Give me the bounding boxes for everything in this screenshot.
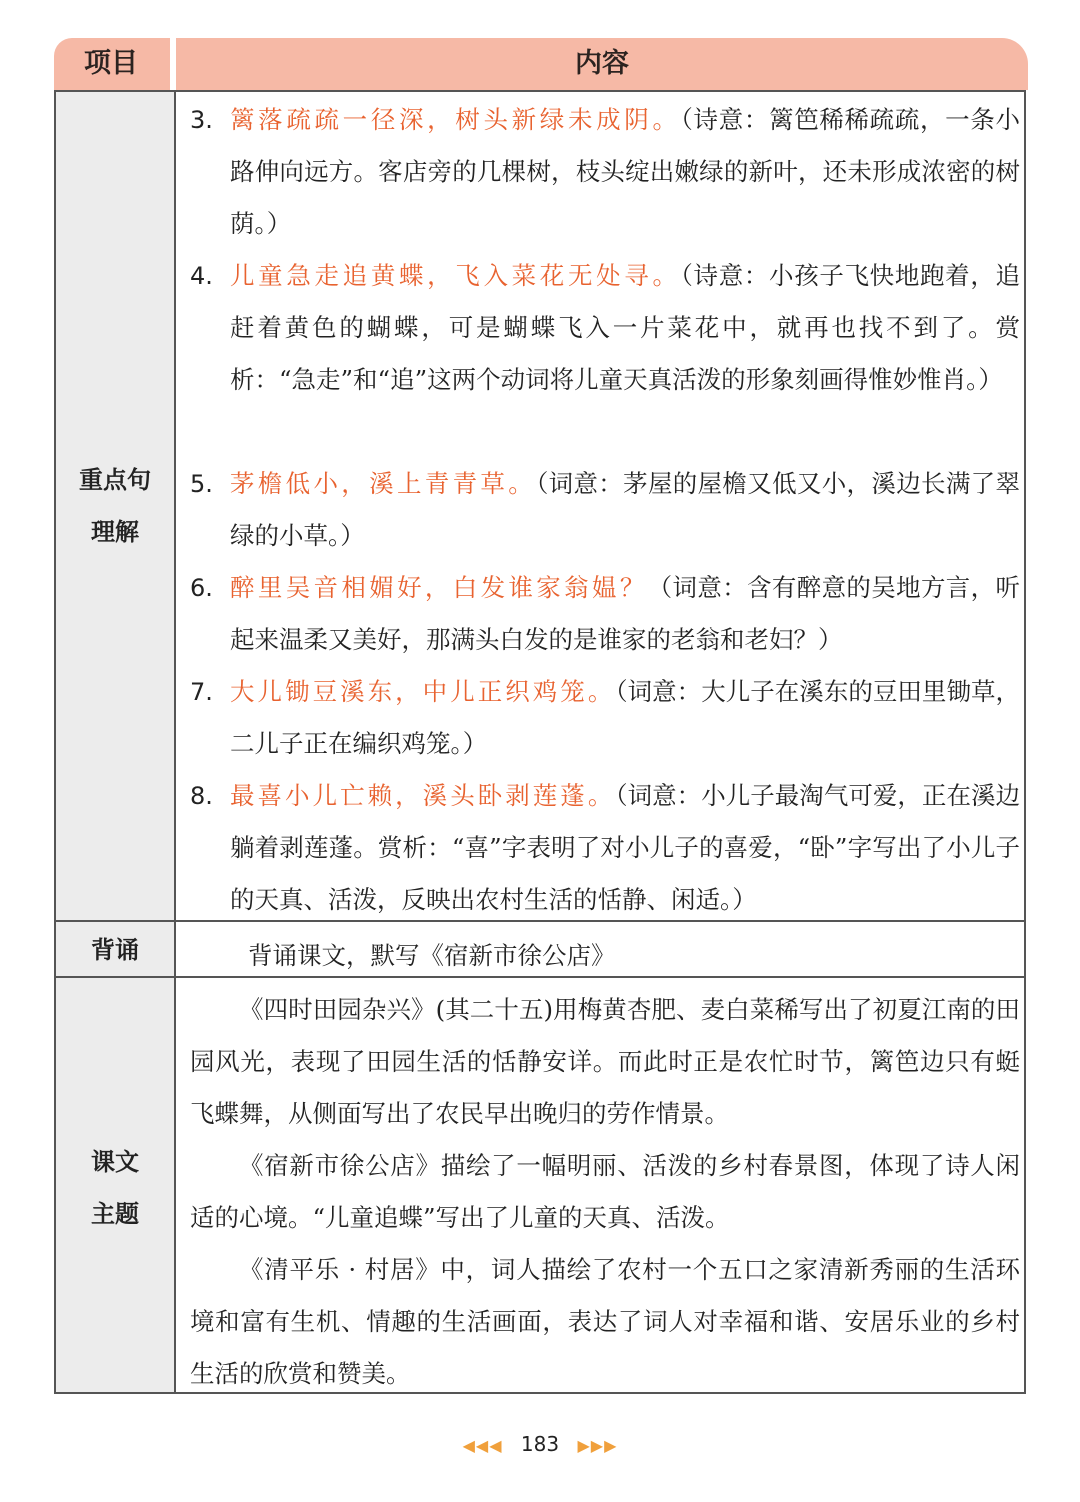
item-text: [230, 562, 1020, 666]
poem-line: 醉里吴音相媚好，白发谁家翁媪？: [230, 573, 648, 602]
page-footer: [0, 1432, 1080, 1456]
item-number: 6.: [190, 574, 213, 602]
theme-paragraph: 《宿新市徐公店》描绘了一幅明丽、活泼的乡村春景图，体现了诗人闲适的心境。“儿童追蝶”写出了儿童的天真、活泼。: [190, 1151, 1020, 1232]
next-arrows-icon: ▶▶▶: [577, 1436, 618, 1455]
item-number: 5.: [190, 470, 213, 498]
row-label-recite: 背诵: [91, 936, 139, 964]
item-text: [230, 94, 1020, 250]
poem-line: 茅檐低小，溪上青青草。: [230, 469, 537, 498]
page-number: 183: [520, 1432, 560, 1456]
poem-note: （词意：大儿子在溪东的豆田里锄草，二儿子正在编织鸡笼。）: [230, 677, 1021, 758]
header-col-item: [54, 38, 170, 90]
row-label-key-sentences-1: 重点句: [79, 466, 151, 494]
item-text: [230, 250, 1020, 406]
poem-line: 大儿锄豆溪东，中儿正织鸡笼。: [230, 677, 616, 706]
poem-note: （词意：小儿子最淘气可爱，正在溪边躺着剥莲蓬。赏析：“喜”字表明了对小儿子的喜爱，“卧”字写出了小儿子的天真、活泼，反映出农村生活的恬静、闲适。）: [230, 781, 1021, 914]
poem-note: （词意：含有醉意的吴地方言，听起来温柔又美好，那满头白发的是谁家的老翁和老妇？）: [230, 573, 1020, 654]
item-text: [230, 458, 1020, 562]
prev-arrows-icon: ◀◀◀: [462, 1436, 503, 1455]
theme-paragraph: 《四时田园杂兴》(其二十五)用梅黄杏肥、麦白菜稀写出了初夏江南的田园风光，表现了田园生活的恬静安详。而此时正是农忙时节，篱笆边只有蜓飞蝶舞，从侧面写出了农民早出晚归的劳作情景。: [190, 995, 1020, 1128]
item-number: 4.: [190, 262, 213, 290]
row-label-theme-2: 主题: [91, 1200, 139, 1228]
poem-note: （诗意：篱笆稀稀疏疏，一条小路伸向远方。客店旁的几棵树，枝头绽出嫩绿的新叶，还未形成浓密的树荫。）: [230, 105, 1021, 238]
item-number: 7.: [190, 678, 213, 706]
item-text: [230, 666, 1020, 770]
header-col-content: [176, 38, 1028, 90]
item-text: [230, 770, 1020, 926]
poem-note: （词意：茅屋的屋檐又低又小，溪边长满了翠绿的小草。）: [230, 469, 1021, 550]
recite-text: 背诵课文，默写《宿新市徐公店》: [248, 941, 616, 970]
poem-note: （诗意：小孩子飞快地跑着，追赶着黄色的蝴蝶，可是蝴蝶飞入一片菜花中，就再也找不到了。赏析：“急走”和“追”这两个动词将儿童天真活泼的形象刻画得惟妙惟肖。）: [230, 261, 1021, 394]
poem-line: 篱落疏疏一径深，树头新绿未成阴。: [230, 105, 681, 134]
header-item-label: 项目: [84, 48, 138, 79]
content-table: [54, 90, 1026, 1394]
row-label-key-sentences-2: 理解: [91, 518, 139, 546]
poem-line: 儿童急走追黄蝶，飞入菜花无处寻。: [230, 261, 681, 290]
item-number: 8.: [190, 782, 213, 810]
item-number: 3.: [190, 106, 213, 134]
row-label-theme-1: 课文: [91, 1148, 139, 1176]
header-content-label: 内容: [575, 48, 629, 79]
poem-line: 最喜小儿亡赖，溪头卧剥莲蓬。: [230, 781, 616, 810]
theme-paragraph: 《清平乐 · 村居》中，词人描绘了农村一个五口之家清新秀丽的生活环境和富有生机、情趣的生活画面，表达了词人对幸福和谐、安居乐业的乡村生活的欣赏和赞美。: [190, 1255, 1020, 1388]
